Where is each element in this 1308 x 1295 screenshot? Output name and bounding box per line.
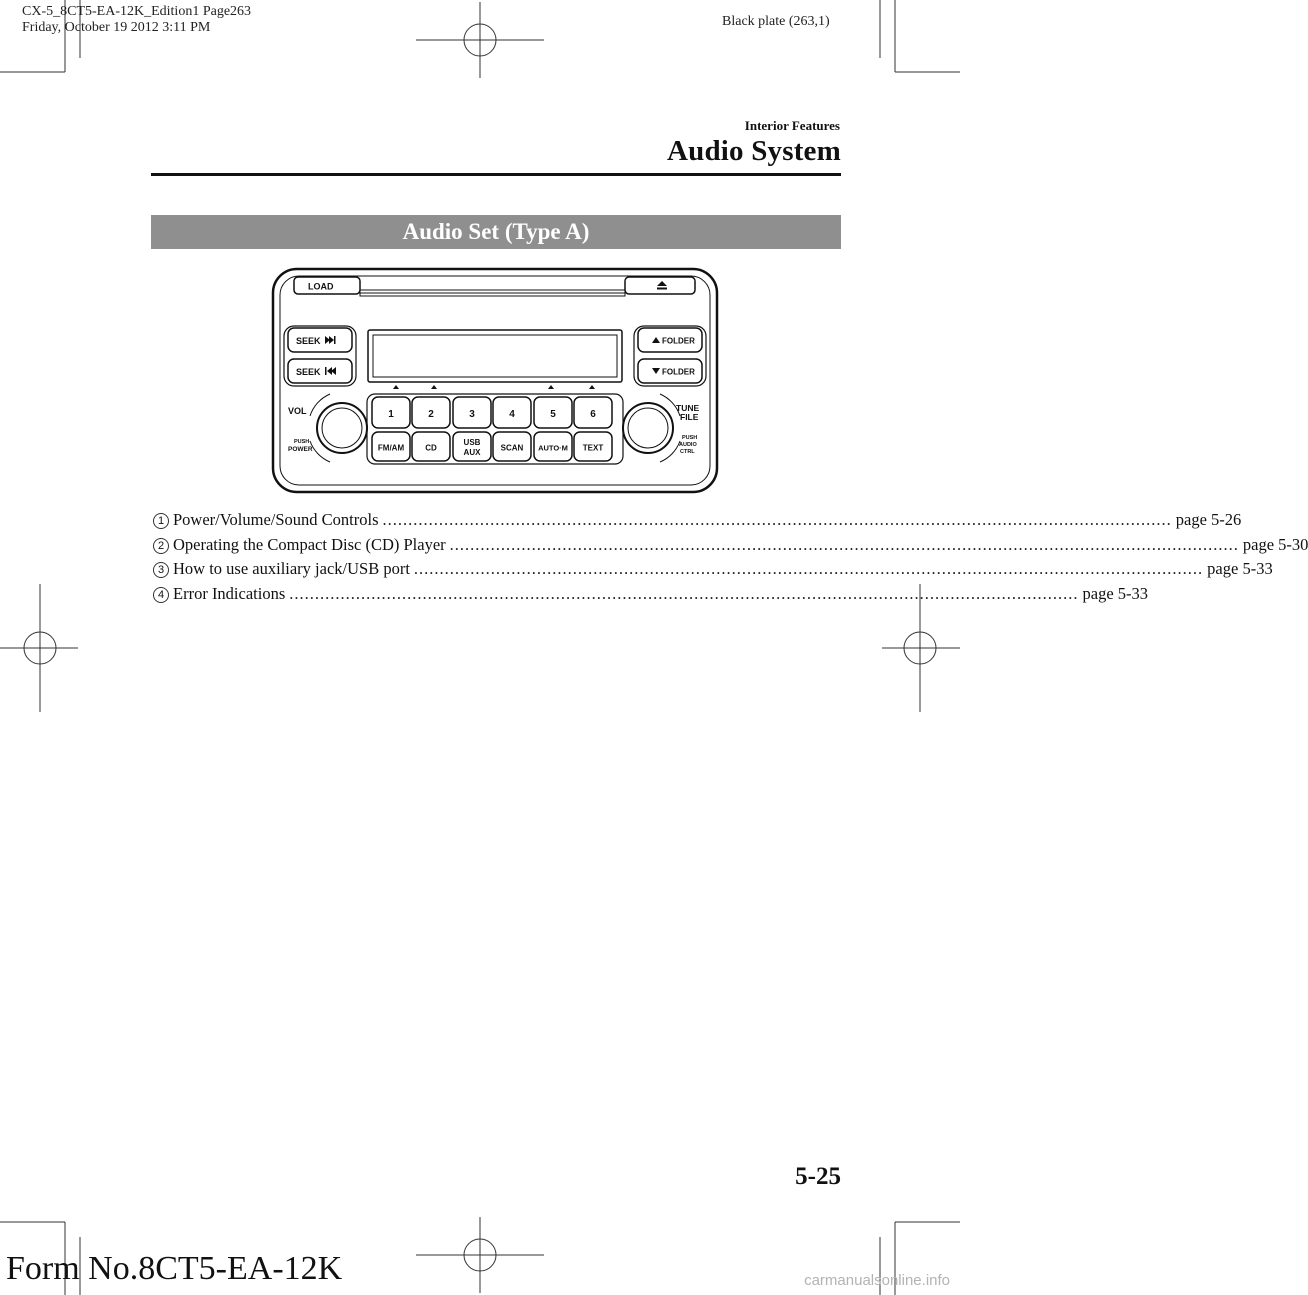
dot-leader: .......................................................................................................................................................... (289, 583, 1079, 603)
ctrl-label: CTRL (680, 449, 695, 455)
preset-2-label: 2 (428, 409, 434, 420)
preset-5-label: 5 (550, 409, 556, 420)
reference-item (153, 582, 1149, 607)
audio-unit-illustration (270, 266, 720, 496)
form-number: Form No.8CT5-EA-12K (6, 1250, 343, 1287)
push-label: PUSH (294, 439, 310, 445)
reference-label: Power/Volume/Sound Controls (173, 510, 379, 529)
eject-button (625, 277, 695, 294)
preset-1-label: 1 (388, 409, 394, 420)
dot-leader: .......................................................................................................................................................... (449, 534, 1239, 554)
preset-3-label: 3 (469, 409, 475, 420)
seek-down-button (288, 359, 352, 383)
text-label: TEXT (582, 443, 604, 453)
reference-page: page 5-33 (1207, 559, 1273, 578)
load-label: LOAD (308, 281, 334, 292)
preset-4-label: 4 (509, 409, 515, 420)
dot-leader: .......................................................................................................................................................... (382, 510, 1172, 529)
callout-number: 3 (153, 562, 169, 578)
reference-page: page 5-26 (1175, 510, 1242, 529)
tune-label: TUNE (676, 403, 700, 413)
reference-label: How to use auxiliary jack/USB port (173, 559, 410, 578)
reference-item (153, 508, 1242, 533)
fm-am-label: FM/AM (377, 443, 405, 453)
chapter-title: Audio System (666, 135, 841, 167)
reference-page: page 5-30 (1242, 534, 1308, 554)
display-window (368, 330, 622, 382)
seek-up-button (288, 328, 352, 352)
callout-number: 2 (153, 538, 169, 554)
header-rule (151, 173, 841, 176)
push-audio-label: PUSH (682, 435, 698, 441)
banner-title: Audio Set (Type A) (151, 215, 841, 249)
seek-up-label: SEEK (296, 336, 321, 346)
page-number: 5-25 (795, 1163, 841, 1190)
print-meta-line1: CX-5_8CT5-EA-12K_Edition1 Page263 (22, 4, 252, 19)
reference-label: Operating the Compact Disc (CD) Player (173, 534, 446, 554)
scan-label: SCAN (500, 443, 524, 453)
folder-up-label: FOLDER (662, 336, 695, 346)
usb-label: USB (463, 438, 481, 447)
watermark: carmanualsonline.info (804, 1272, 950, 1289)
callout-number: 1 (153, 513, 169, 529)
reference-item (153, 557, 1273, 582)
audio-label: AUDIO (679, 442, 697, 448)
reference-list (153, 508, 1308, 606)
print-meta-line2: Friday, October 19 2012 3:11 PM (22, 20, 211, 35)
power-label: POWER (288, 446, 313, 453)
aux-label: AUX (463, 448, 481, 457)
folder-down-label: FOLDER (662, 367, 695, 377)
reference-page: page 5-33 (1082, 583, 1149, 603)
cd-label: CD (425, 443, 437, 453)
folder-down-button (638, 359, 702, 383)
section-title: Interior Features (744, 118, 840, 133)
preset-6-label: 6 (590, 409, 596, 420)
seek-down-label: SEEK (296, 367, 321, 377)
print-meta (22, 4, 251, 36)
file-label: FILE (680, 412, 699, 422)
dot-leader: .......................................................................................................................................................... (413, 559, 1204, 578)
auto-m-label: AUTO·M (538, 443, 568, 453)
plate-label: Black plate (263,1) (722, 14, 830, 29)
load-button (294, 277, 360, 294)
vol-label: VOL (288, 406, 307, 416)
callout-number: 4 (153, 587, 169, 603)
reference-item (153, 533, 1308, 558)
folder-up-button (638, 328, 702, 352)
reference-label: Error Indications (173, 583, 286, 603)
